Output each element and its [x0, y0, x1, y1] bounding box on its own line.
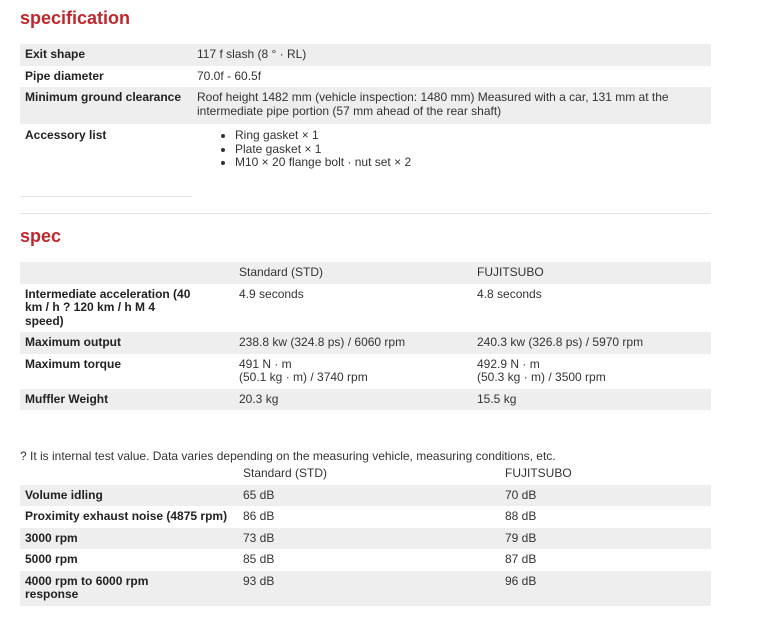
std-value: 65 dB: [238, 485, 500, 507]
fujitsubo-value: 87 dB: [505, 552, 537, 566]
table-row: [20, 44, 711, 66]
row-label: Proximity exhaust noise (4875 rpm): [25, 509, 228, 523]
table-row: [20, 389, 711, 411]
table-row: [20, 485, 711, 507]
table-row: [20, 124, 711, 179]
row-value: 70.0f - 60.5f: [197, 68, 262, 83]
table-row: [20, 87, 711, 124]
divider: [20, 196, 192, 197]
accessory-label: Accessory list: [25, 128, 107, 142]
row-label: 4000 rpm to 6000 rpm response: [20, 571, 238, 606]
fujitsubo-value: 88 dB: [505, 509, 537, 523]
row-label: Minimum ground clearance: [20, 87, 192, 124]
std-value: 85 dB: [243, 552, 275, 566]
row-label: Volume idling: [20, 485, 238, 507]
std-value: 4.9 seconds: [239, 286, 304, 301]
std-value: 93 dB: [238, 571, 500, 606]
fujitsubo-value: 4.8 seconds: [477, 286, 542, 301]
table-row: [20, 354, 711, 389]
header-cell: Standard (STD): [234, 262, 472, 284]
table-row: [20, 549, 711, 571]
table-row: [20, 332, 711, 354]
row-label: Intermediate acceleration (40 km / h ? 120 km / h M 4 speed): [25, 286, 191, 328]
fujitsubo-value: 79 dB: [500, 528, 711, 550]
table-row: [20, 66, 711, 88]
row-label: Muffler Weight: [20, 389, 234, 411]
table-header-row: [20, 262, 711, 284]
spec-table: [20, 262, 711, 410]
table-header-row: [20, 463, 711, 485]
table-row: [20, 528, 711, 550]
header-cell: Standard (STD): [243, 466, 328, 480]
row-label: 3000 rpm: [20, 528, 238, 550]
fujitsubo-value: 96 dB: [500, 571, 711, 606]
list-item: • Plate gasket × 1: [235, 143, 706, 157]
header-cell: FUJITSUBO: [505, 466, 572, 480]
table-row: [20, 506, 711, 528]
header-cell: FUJITSUBO: [472, 262, 711, 284]
specification-table: [20, 44, 711, 179]
test-value-note: ? It is internal test value. Data varies depending on the measuring vehicle, measuring conditions, etc.: [20, 449, 556, 463]
std-value: 73 dB: [238, 528, 500, 550]
list-item: • Ring gasket × 1: [235, 129, 706, 143]
row-label: Maximum output: [20, 332, 234, 354]
list-item: • M10 × 20 flange bolt · nut set × 2: [235, 156, 706, 170]
row-value: 117 f slash (8 ° · RL): [192, 44, 711, 66]
row-label: Maximum torque: [25, 356, 122, 371]
row-label: Pipe diameter: [25, 68, 104, 83]
std-value: 20.3 kg: [234, 389, 472, 411]
fujitsubo-value: 15.5 kg: [472, 389, 711, 411]
table-row: [20, 571, 711, 606]
std-value: 238.8 kw (324.8 ps) / 6060 rpm: [234, 332, 472, 354]
row-label: Exit shape: [20, 44, 192, 66]
noise-table: [20, 463, 711, 606]
divider: [20, 213, 711, 214]
header-cell: [20, 463, 238, 485]
header-cell: [20, 262, 234, 284]
spec-heading: spec: [20, 226, 62, 246]
table-row: [20, 284, 711, 333]
fujitsubo-value: 492.9 N · m (50.3 kg · m) / 3500 rpm: [477, 356, 606, 384]
row-value: Roof height 1482 mm (vehicle inspection: 1480 mm) Measured with a car, 131 mm at the intermediate pipe portion (57 mm ahead of the rear shaft): [192, 87, 711, 124]
fujitsubo-value: 240.3 kw (326.8 ps) / 5970 rpm: [472, 332, 711, 354]
row-label: 5000 rpm: [25, 552, 78, 566]
specification-heading: specification: [20, 8, 131, 28]
accessory-list: [197, 129, 706, 170]
std-value: 86 dB: [243, 509, 275, 523]
fujitsubo-value: 70 dB: [500, 485, 711, 507]
std-value: 491 N · m (50.1 kg · m) / 3740 rpm: [239, 356, 368, 384]
